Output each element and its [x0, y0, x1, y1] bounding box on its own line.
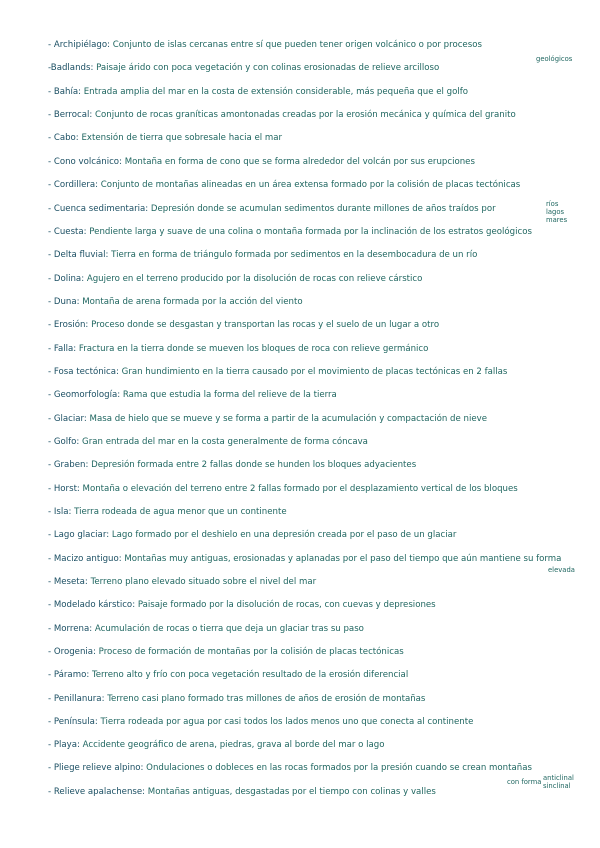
- term: - Relieve apalachense:: [48, 787, 146, 797]
- definition: Pendiente larga y suave de una colina o montaña formada por la inclinación de los estratos geológicos: [86, 227, 532, 237]
- term: - Penillanura:: [48, 694, 105, 704]
- term: - Meseta:: [48, 577, 88, 587]
- definition: Acumulación de rocas o tierra que deja un glaciar tras su paso: [92, 624, 364, 634]
- definition: Accidente geográfico de arena, piedras, grava al borde del mar o lago: [79, 740, 385, 750]
- entry-orogenia: [48, 647, 588, 657]
- definition: Tierra en forma de triángulo formada por sedimentos en la desembocadura de un río: [108, 250, 478, 260]
- term: - Dolina:: [48, 274, 85, 284]
- note-anticlinal: anticlinal: [543, 774, 574, 782]
- term: - Morrena:: [48, 624, 93, 634]
- term: - Bahía:: [48, 87, 81, 97]
- term: - Graben:: [48, 460, 89, 470]
- definition: Tierra rodeada de agua menor que un continente: [71, 507, 287, 517]
- entry-morrena: [48, 624, 588, 634]
- entry-fosa-tectonica: [48, 367, 588, 377]
- entry-glaciar: [48, 414, 588, 424]
- definition: Montañas muy antiguas, erosionadas y aplanadas por el paso del tiempo que aún mantiene su forma: [121, 554, 562, 564]
- note-elevada: elevada: [548, 566, 575, 574]
- definition: Fractura en la tierra donde se mueven los bloques de roca con relieve germánico: [76, 344, 429, 354]
- definition: Conjunto de islas cercanas entre sí que pueden tener origen volcánico o por procesos: [110, 40, 482, 50]
- term: - Falla:: [48, 344, 77, 354]
- term: - Cuenca sedimentaria:: [48, 204, 149, 214]
- definition: Proceso de formación de montañas por la colisión de placas tectónicas: [95, 647, 404, 657]
- definition: Agujero en el terreno producido por la disolución de rocas con relieve cárstico: [84, 274, 423, 284]
- term: - Cuesta:: [48, 227, 87, 237]
- entry-relieve-apalachense: [48, 787, 588, 797]
- entry-paramo: [48, 670, 588, 680]
- entry-lago-glaciar: [48, 530, 588, 540]
- entry-erosion: [48, 320, 588, 330]
- definition: Terreno casi plano formado tras millones de años de erosión de montañas: [104, 694, 426, 704]
- term: - Cabo:: [48, 133, 79, 143]
- entry-isla: [48, 507, 588, 517]
- definition: Terreno alto y frío con poca vegetación resultado de la erosión diferencial: [89, 670, 409, 680]
- note-geologicos: geológicos: [536, 55, 573, 63]
- term: -Badlands:: [48, 63, 94, 73]
- entry-cabo: [48, 133, 588, 143]
- term: - Archipiélago:: [48, 40, 111, 50]
- entry-modelado-karstico: [48, 600, 588, 610]
- entry-dolina: [48, 274, 588, 284]
- term: - Orogenia:: [48, 647, 96, 657]
- entry-peninsula: [48, 717, 588, 727]
- term: - Geomorfología:: [48, 390, 121, 400]
- definition: Paisaje formado por la disolución de rocas, con cuevas y depresiones: [135, 600, 436, 610]
- definition: Montaña o elevación del terreno entre 2 fallas formado por el desplazamiento vertical de los bloques: [79, 484, 518, 494]
- definition: Conjunto de rocas graníticas amontonadas creadas por la erosión mecánica y química del granito: [92, 110, 516, 120]
- entry-golfo: [48, 437, 588, 447]
- term: - Berrocal:: [48, 110, 93, 120]
- entry-graben: [48, 460, 588, 470]
- definition: Masa de hielo que se mueve y se forma a partir de la acumulación y compactación de nieve: [86, 414, 488, 424]
- entry-horst: [48, 484, 588, 494]
- entry-cono-volcanico: [48, 157, 588, 167]
- term: - Glaciar:: [48, 414, 87, 424]
- entry-badlands: [48, 63, 588, 73]
- definition: Proceso donde se desgastan y transportan las rocas y el suelo de un lugar a otro: [88, 320, 440, 330]
- note-con-forma: con forma: [507, 778, 542, 786]
- entry-berrocal: [48, 110, 588, 120]
- note-rios: ríos: [546, 200, 559, 208]
- entry-cuenca-sedimentaria: [48, 204, 588, 214]
- definition: Lago formado por el deshielo en una depresión creada por el paso de un glaciar: [109, 530, 457, 540]
- definition: Ondulaciones o dobleces en las rocas formados por la presión cuando se crean montañas: [143, 763, 532, 773]
- definition: Terreno plano elevado situado sobre el nivel del mar: [87, 577, 317, 587]
- entry-falla: [48, 344, 588, 354]
- term: - Fosa tectónica:: [48, 367, 119, 377]
- definition: Montañas antiguas, desgastadas por el tiempo con colinas y valles: [145, 787, 436, 797]
- definition: Montaña en forma de cono que se forma alrededor del volcán por sus erupciones: [121, 157, 475, 167]
- note-mares: mares: [546, 216, 568, 224]
- term: - Península:: [48, 717, 98, 727]
- note-lagos: lagos: [546, 208, 565, 216]
- term: - Erosión:: [48, 320, 89, 330]
- definition: Gran hundimiento en la tierra causado por el movimiento de placas tectónicas en 2 fallas: [118, 367, 508, 377]
- definition: Paisaje árido con poca vegetación y con colinas erosionadas de relieve arcilloso: [93, 63, 440, 73]
- entry-bahia: [48, 87, 588, 97]
- definition: Depresión formada entre 2 fallas donde se hunden los bloques adyacientes: [88, 460, 417, 470]
- entry-macizo-antiguo: [48, 554, 588, 564]
- entry-duna: [48, 297, 588, 307]
- term: - Delta fluvial:: [48, 250, 109, 260]
- entry-pliege-relieve-alpino: [48, 763, 588, 773]
- term: - Páramo:: [48, 670, 90, 680]
- term: - Cono volcánico:: [48, 157, 122, 167]
- definition: Gran entrada del mar en la costa generalmente de forma cóncava: [79, 437, 368, 447]
- definition: Extensión de tierra que sobresale hacia el mar: [78, 133, 283, 143]
- definition: Montaña de arena formada por la acción del viento: [79, 297, 303, 307]
- entry-playa: [48, 740, 588, 750]
- entry-penillanura: [48, 694, 588, 704]
- term: - Lago glaciar:: [48, 530, 110, 540]
- entry-archipielago: [48, 40, 588, 50]
- term: - Golfo:: [48, 437, 80, 447]
- definition: Depresión donde se acumulan sedimentos durante millones de años traídos por: [148, 204, 496, 214]
- definition: Conjunto de montañas alineadas en un área extensa formado por la colisión de placas tectónicas: [98, 180, 521, 190]
- term: - Isla:: [48, 507, 72, 517]
- definition: Entrada amplia del mar en la costa de extensión considerable, más pequeña que el golfo: [81, 87, 468, 97]
- entry-cordillera: [48, 180, 588, 190]
- term: - Horst:: [48, 484, 80, 494]
- definition: Tierra rodeada por agua por casi todos los lados menos uno que conecta al continente: [97, 717, 474, 727]
- term: - Macizo antiguo:: [48, 554, 122, 564]
- term: - Duna:: [48, 297, 80, 307]
- note-sinclinal: sinclinal: [543, 782, 571, 790]
- entry-delta-fluvial: [48, 250, 588, 260]
- term: - Playa:: [48, 740, 80, 750]
- term: - Pliege relieve alpino:: [48, 763, 144, 773]
- definition: Rama que estudia la forma del relieve de la tierra: [120, 390, 337, 400]
- term: - Modelado kárstico:: [48, 600, 136, 610]
- entry-meseta: [48, 577, 588, 587]
- entry-geomorfologia: [48, 390, 588, 400]
- entry-cuesta: [48, 227, 588, 237]
- term: - Cordillera:: [48, 180, 99, 190]
